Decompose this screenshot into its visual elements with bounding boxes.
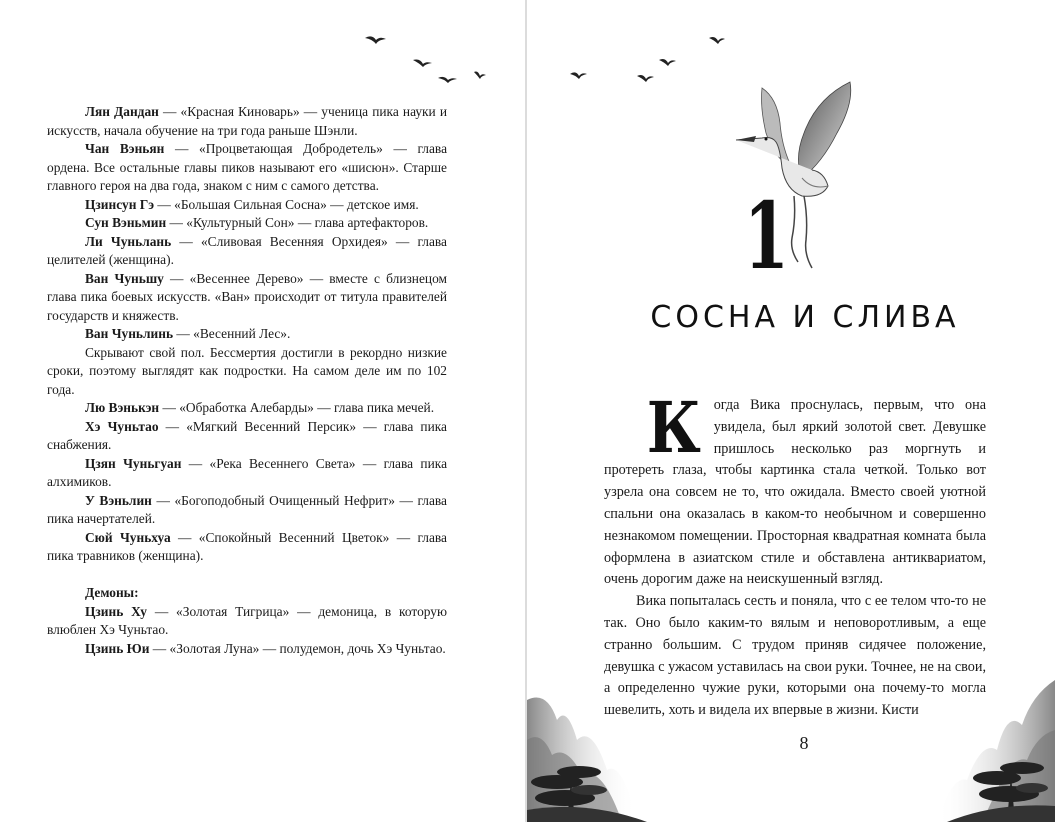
character-name: Чан Вэньян	[85, 141, 165, 156]
character-description: — «Весенний Лес».	[173, 326, 291, 341]
character-entry	[47, 140, 447, 196]
character-note	[47, 344, 447, 400]
character-entry	[47, 196, 447, 215]
character-description: — «Золотая Тигрица» — демоница, в которую влюблен Хэ Чуньтао.	[47, 603, 447, 637]
character-description: — «Река Весеннего Света» — глава пика алхимиков.	[47, 455, 448, 489]
flying-birds-left	[360, 30, 490, 90]
flying-birds-right	[565, 32, 725, 87]
character-list	[47, 103, 447, 658]
character-name: Сун Вэньмин	[85, 215, 167, 230]
character-name: Ван Чуньшу	[85, 270, 164, 286]
character-description: — «Обработка Алебарды» — глава пика мечей.	[159, 400, 435, 415]
character-name: У Вэньлин	[85, 492, 152, 508]
character-description: — «Сливовая Весенняя Орхидея» — глава целителей (женщина).	[47, 233, 447, 267]
page-number: 8	[799, 733, 809, 753]
character-name: Цзинь Юи	[85, 640, 150, 656]
paragraph-text: огда Вика проснулась, первым, что она увидела, был яркий золотой свет. Девушке пришлось несколько раз моргнуть и протереть глаза, чтобы картинка стала четкой. Только вот узрела она совсем не то, что ожидала. Вместо своей уютной спальни она оказалась в каком-то необычном и совершенно незнакомом помещении. Просторная квадратная комната была оформлена в азиатском стиле и обставлена антиквариатом, очень дорогим даже на неискушенный взгляд.	[604, 397, 986, 588]
mountain-landscape-icon	[527, 680, 1055, 822]
chapter-title: СОСНА И СЛИВА	[650, 300, 960, 335]
character-description: — «Красная Киноварь» — ученица пика науки и искусств, начала обучение на три года раньше Шэнли.	[47, 104, 447, 138]
character-name: Хэ Чуньтао	[85, 418, 159, 434]
character-description: — «Богоподобный Очищенный Нефрит» — глава пика начертателей.	[47, 492, 447, 526]
left-page	[0, 0, 526, 822]
character-entry	[47, 103, 447, 140]
character-entry	[47, 603, 447, 640]
character-description: — «Весеннее Дерево» — вместе с близнецом глава пика боевых искусств. «Ван» происходит от титула правителей государств и княжеств.	[47, 270, 447, 323]
character-entry	[47, 270, 447, 326]
character-description: — «Большая Сильная Сосна» — детское имя.	[154, 196, 419, 212]
character-entry	[47, 233, 447, 270]
character-entry	[47, 455, 447, 492]
character-name: Ли Чуньлань	[85, 233, 172, 249]
character-entry	[47, 214, 447, 233]
character-name: Лю Вэнькэн	[85, 400, 160, 415]
drop-cap: К	[646, 386, 701, 469]
character-name: Ван Чуньлинь	[85, 326, 174, 341]
chapter-body	[604, 386, 986, 722]
character-description: — «Культурный Сон» — глава артефакторов.	[166, 215, 429, 230]
character-description: — «Спокойный Весенний Цветок» — глава пика травников (женщина).	[47, 529, 447, 563]
character-name: Цзинсун Гэ	[85, 196, 155, 212]
spacer	[47, 566, 447, 585]
character-name: Сюй Чуньхуа	[85, 529, 171, 545]
character-description: — «Процветающая Добродетель» — глава ордена. Все остальные главы пиков называют его «шисюн». Старше главного героя на два года, знаком с ним с самого детства.	[47, 141, 448, 193]
character-entry	[47, 399, 447, 418]
paragraph-text: Вика попыталась сесть и поняла, что с ее телом что-то не так. Оно было каким-то вялым и неповоротливым, а еще странно большим. С трудом приняв сидячее положение, девушка с ужасом уставилась на свои руки. Точнее, не на свои, а определенно чужие руки, которыми она почему-то могла шевелить, хоть и видела их впервые в жизни. Кисти	[604, 593, 986, 719]
character-entry	[47, 640, 447, 659]
character-description: — «Золотая Луна» — полудемон, дочь Хэ Чуньтао.	[149, 640, 446, 656]
right-page	[527, 0, 1055, 822]
character-note-text: Скрывают свой пол. Бессмертия достигли в рекордно низкие сроки, поэтому выглядят как подростки. На самом деле им по 102 года.	[47, 344, 447, 397]
paragraph	[604, 386, 986, 591]
character-entry	[47, 529, 447, 566]
character-entry	[47, 492, 447, 529]
demons-heading	[47, 584, 447, 603]
section-heading: Демоны:	[85, 585, 139, 600]
character-name: Цзян Чуньгуан	[85, 455, 182, 471]
character-description: — «Мягкий Весенний Персик» — глава пика снабжения.	[47, 418, 447, 452]
character-name: Лян Дандан	[85, 104, 159, 119]
character-name: Цзинь Ху	[85, 603, 147, 619]
chapter-number: 1	[744, 182, 789, 290]
character-entry	[47, 418, 447, 455]
character-entry	[47, 325, 447, 344]
